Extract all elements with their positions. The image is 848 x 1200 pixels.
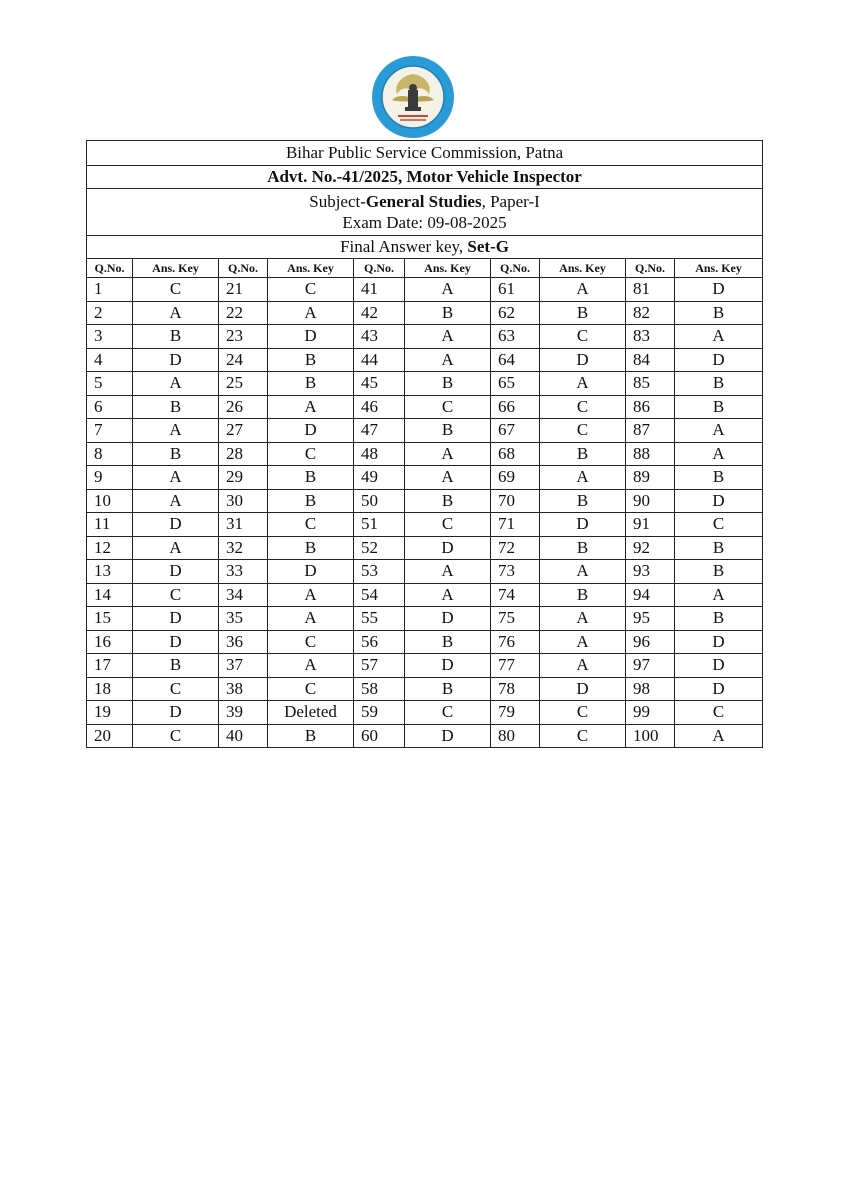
answer-key-cell: C — [675, 701, 763, 725]
answer-key-cell: A — [405, 466, 491, 490]
answer-key-cell: B — [405, 419, 491, 443]
question-number: 74 — [491, 583, 540, 607]
table-row — [87, 348, 763, 372]
answer-key-cell: D — [268, 325, 354, 349]
answer-key-cell: A — [405, 278, 491, 302]
question-number: 63 — [491, 325, 540, 349]
bpsc-seal-logo — [370, 54, 456, 140]
answer-key-cell: B — [133, 654, 219, 678]
answer-key-cell: B — [675, 301, 763, 325]
question-number: 92 — [626, 536, 675, 560]
question-number: 21 — [219, 278, 268, 302]
question-number: 96 — [626, 630, 675, 654]
question-number: 91 — [626, 513, 675, 537]
answer-key-cell: B — [540, 489, 626, 513]
question-number: 29 — [219, 466, 268, 490]
question-number: 98 — [626, 677, 675, 701]
table-row — [87, 372, 763, 396]
question-number: 79 — [491, 701, 540, 725]
answer-key-cell: A — [675, 325, 763, 349]
answer-key-cell: C — [540, 724, 626, 748]
question-number: 88 — [626, 442, 675, 466]
question-number: 4 — [87, 348, 133, 372]
answer-key-cell: A — [405, 583, 491, 607]
question-number: 52 — [354, 536, 405, 560]
answer-key-cell: B — [675, 466, 763, 490]
question-number: 18 — [87, 677, 133, 701]
answer-key-cell: C — [268, 442, 354, 466]
question-number: 24 — [219, 348, 268, 372]
answer-key-cell: B — [540, 536, 626, 560]
answer-key-cell: D — [675, 489, 763, 513]
answer-rows — [87, 278, 763, 748]
answer-key-cell: D — [675, 654, 763, 678]
question-number: 100 — [626, 724, 675, 748]
question-number: 81 — [626, 278, 675, 302]
answer-key-cell: A — [133, 466, 219, 490]
question-number: 3 — [87, 325, 133, 349]
question-number: 48 — [354, 442, 405, 466]
question-number: 86 — [626, 395, 675, 419]
question-number: 5 — [87, 372, 133, 396]
table-row — [87, 513, 763, 537]
question-number: 16 — [87, 630, 133, 654]
answer-key-cell: B — [268, 724, 354, 748]
question-number: 19 — [87, 701, 133, 725]
answer-key-cell: D — [133, 630, 219, 654]
table-row — [87, 419, 763, 443]
question-number: 93 — [626, 560, 675, 584]
answer-key-cell: D — [405, 536, 491, 560]
answer-key-cell: B — [268, 536, 354, 560]
answer-key-cell: B — [405, 301, 491, 325]
question-number: 50 — [354, 489, 405, 513]
question-number: 58 — [354, 677, 405, 701]
answer-key-cell: A — [540, 607, 626, 631]
answer-key-cell: D — [133, 348, 219, 372]
question-number: 66 — [491, 395, 540, 419]
answer-key-cell: A — [675, 724, 763, 748]
question-number: 38 — [219, 677, 268, 701]
question-number: 6 — [87, 395, 133, 419]
table-row — [87, 466, 763, 490]
answer-key-cell: B — [405, 677, 491, 701]
answer-key-cell: B — [268, 466, 354, 490]
answer-key-cell: B — [133, 395, 219, 419]
question-number: 68 — [491, 442, 540, 466]
answer-key-cell: A — [675, 419, 763, 443]
question-number: 65 — [491, 372, 540, 396]
exam-date: Exam Date: 09-08-2025 — [342, 213, 507, 232]
answer-key-cell: A — [133, 372, 219, 396]
key-header: Ans. Key — [133, 259, 219, 278]
question-number: 23 — [219, 325, 268, 349]
answer-key-cell: B — [540, 583, 626, 607]
answer-key-cell: A — [405, 560, 491, 584]
question-number: 7 — [87, 419, 133, 443]
qno-header: Q.No. — [219, 259, 268, 278]
answer-key-cell: A — [268, 607, 354, 631]
question-number: 40 — [219, 724, 268, 748]
question-number: 17 — [87, 654, 133, 678]
question-number: 87 — [626, 419, 675, 443]
key-label: Final Answer key, — [340, 237, 468, 256]
question-number: 20 — [87, 724, 133, 748]
question-number: 44 — [354, 348, 405, 372]
question-number: 53 — [354, 560, 405, 584]
table-row — [87, 583, 763, 607]
key-header: Ans. Key — [405, 259, 491, 278]
question-number: 84 — [626, 348, 675, 372]
answer-key-cell: D — [405, 654, 491, 678]
answer-key-cell: B — [133, 325, 219, 349]
question-number: 70 — [491, 489, 540, 513]
answer-key-set — [87, 236, 763, 259]
answer-key-cell: C — [405, 513, 491, 537]
question-number: 32 — [219, 536, 268, 560]
answer-key-cell: C — [540, 325, 626, 349]
question-number: 41 — [354, 278, 405, 302]
answer-key-cell: A — [268, 654, 354, 678]
question-number: 31 — [219, 513, 268, 537]
question-number: 90 — [626, 489, 675, 513]
answer-key-table — [86, 140, 763, 748]
answer-key-cell: B — [268, 372, 354, 396]
question-number: 11 — [87, 513, 133, 537]
set-name: Set-G — [467, 237, 509, 256]
question-number: 49 — [354, 466, 405, 490]
answer-key-cell: D — [675, 677, 763, 701]
key-header: Ans. Key — [675, 259, 763, 278]
key-header: Ans. Key — [540, 259, 626, 278]
question-number: 85 — [626, 372, 675, 396]
answer-key-cell: C — [133, 724, 219, 748]
question-number: 43 — [354, 325, 405, 349]
question-number: 78 — [491, 677, 540, 701]
question-number: 76 — [491, 630, 540, 654]
answer-key-cell: A — [540, 630, 626, 654]
answer-key-cell: B — [405, 489, 491, 513]
question-number: 42 — [354, 301, 405, 325]
question-number: 97 — [626, 654, 675, 678]
qno-header: Q.No. — [354, 259, 405, 278]
question-number: 71 — [491, 513, 540, 537]
answer-key-cell: A — [540, 372, 626, 396]
answer-key-cell: D — [133, 701, 219, 725]
answer-key-cell: D — [540, 513, 626, 537]
answer-key-cell: C — [268, 630, 354, 654]
answer-key-cell: A — [133, 301, 219, 325]
question-number: 95 — [626, 607, 675, 631]
question-number: 55 — [354, 607, 405, 631]
table-row — [87, 301, 763, 325]
question-number: 46 — [354, 395, 405, 419]
answer-key-cell: A — [133, 489, 219, 513]
answer-key-cell: A — [133, 536, 219, 560]
answer-key-cell: A — [405, 442, 491, 466]
answer-key-cell: C — [133, 677, 219, 701]
answer-key-cell: C — [405, 701, 491, 725]
table-row — [87, 630, 763, 654]
table-row — [87, 442, 763, 466]
answer-key-cell: D — [675, 278, 763, 302]
question-number: 64 — [491, 348, 540, 372]
question-number: 73 — [491, 560, 540, 584]
org-name: Bihar Public Service Commission, Patna — [87, 141, 763, 166]
subject-name: General Studies — [365, 192, 482, 211]
answer-key-cell: D — [405, 607, 491, 631]
answer-key-cell: D — [133, 560, 219, 584]
answer-key-cell: B — [133, 442, 219, 466]
answer-key-cell: Deleted — [268, 701, 354, 725]
answer-key-cell: D — [133, 513, 219, 537]
answer-key-cell: A — [405, 348, 491, 372]
question-number: 72 — [491, 536, 540, 560]
question-number: 34 — [219, 583, 268, 607]
answer-key-cell: B — [405, 372, 491, 396]
answer-key-cell: C — [268, 278, 354, 302]
answer-key-cell: B — [405, 630, 491, 654]
question-number: 75 — [491, 607, 540, 631]
question-number: 37 — [219, 654, 268, 678]
answer-key-cell: D — [675, 348, 763, 372]
question-number: 9 — [87, 466, 133, 490]
question-number: 33 — [219, 560, 268, 584]
question-number: 94 — [626, 583, 675, 607]
question-number: 30 — [219, 489, 268, 513]
answer-key-cell: A — [675, 583, 763, 607]
question-number: 12 — [87, 536, 133, 560]
question-number: 27 — [219, 419, 268, 443]
answer-key-cell: C — [405, 395, 491, 419]
table-row — [87, 724, 763, 748]
table-row — [87, 395, 763, 419]
answer-key-cell: C — [540, 701, 626, 725]
question-number: 13 — [87, 560, 133, 584]
question-number: 99 — [626, 701, 675, 725]
question-number: 8 — [87, 442, 133, 466]
question-number: 22 — [219, 301, 268, 325]
answer-key-cell: A — [540, 560, 626, 584]
question-number: 77 — [491, 654, 540, 678]
question-number: 2 — [87, 301, 133, 325]
answer-key-cell: C — [268, 677, 354, 701]
question-number: 14 — [87, 583, 133, 607]
answer-key-cell: B — [540, 301, 626, 325]
answer-key-cell: D — [268, 560, 354, 584]
question-number: 26 — [219, 395, 268, 419]
question-number: 69 — [491, 466, 540, 490]
table-row — [87, 536, 763, 560]
table-row — [87, 325, 763, 349]
question-number: 28 — [219, 442, 268, 466]
qno-header: Q.No. — [87, 259, 133, 278]
question-number: 61 — [491, 278, 540, 302]
subject-and-date — [87, 189, 763, 236]
answer-key-cell: C — [540, 419, 626, 443]
advertisement-title: Advt. No.-41/2025, Motor Vehicle Inspector — [87, 166, 763, 189]
answer-key-cell: A — [133, 419, 219, 443]
key-header: Ans. Key — [268, 259, 354, 278]
answer-key-cell: A — [405, 325, 491, 349]
question-number: 25 — [219, 372, 268, 396]
table-row — [87, 560, 763, 584]
answer-key-cell: B — [675, 607, 763, 631]
answer-key-cell: C — [675, 513, 763, 537]
answer-key-cell: A — [675, 442, 763, 466]
answer-key-cell: B — [268, 348, 354, 372]
question-number: 60 — [354, 724, 405, 748]
question-number: 62 — [491, 301, 540, 325]
answer-key-cell: D — [133, 607, 219, 631]
question-number: 47 — [354, 419, 405, 443]
question-number: 10 — [87, 489, 133, 513]
answer-key-cell: B — [540, 442, 626, 466]
answer-key-cell: D — [540, 348, 626, 372]
answer-key-cell: B — [675, 395, 763, 419]
answer-key-cell: B — [675, 536, 763, 560]
answer-key-cell: B — [675, 372, 763, 396]
answer-key-cell: A — [540, 278, 626, 302]
question-number: 57 — [354, 654, 405, 678]
answer-key-cell: B — [268, 489, 354, 513]
answer-key-cell: D — [268, 419, 354, 443]
answer-key-cell: C — [540, 395, 626, 419]
answer-key-cell: D — [675, 630, 763, 654]
qno-header: Q.No. — [626, 259, 675, 278]
answer-key-cell: D — [405, 724, 491, 748]
question-number: 35 — [219, 607, 268, 631]
answer-key-cell: A — [268, 583, 354, 607]
table-row — [87, 607, 763, 631]
answer-key-cell: A — [540, 466, 626, 490]
table-row — [87, 654, 763, 678]
answer-key-cell: C — [133, 278, 219, 302]
question-number: 36 — [219, 630, 268, 654]
question-number: 82 — [626, 301, 675, 325]
table-row — [87, 278, 763, 302]
question-number: 39 — [219, 701, 268, 725]
question-number: 1 — [87, 278, 133, 302]
answer-key-cell: C — [268, 513, 354, 537]
question-number: 59 — [354, 701, 405, 725]
table-row — [87, 677, 763, 701]
qno-header: Q.No. — [491, 259, 540, 278]
question-number: 56 — [354, 630, 405, 654]
subject-paper: , Paper-I — [481, 192, 540, 211]
question-number: 51 — [354, 513, 405, 537]
question-number: 45 — [354, 372, 405, 396]
subject-prefix: Subject- — [309, 192, 366, 211]
table-row — [87, 489, 763, 513]
table-row — [87, 701, 763, 725]
answer-key-cell: A — [540, 654, 626, 678]
answer-key-cell: B — [675, 560, 763, 584]
question-number: 89 — [626, 466, 675, 490]
question-number: 80 — [491, 724, 540, 748]
question-number: 54 — [354, 583, 405, 607]
answer-key-cell: D — [540, 677, 626, 701]
answer-key-cell: A — [268, 301, 354, 325]
question-number: 67 — [491, 419, 540, 443]
answer-key-cell: A — [268, 395, 354, 419]
question-number: 83 — [626, 325, 675, 349]
column-headers — [87, 259, 763, 278]
question-number: 15 — [87, 607, 133, 631]
answer-key-cell: C — [133, 583, 219, 607]
